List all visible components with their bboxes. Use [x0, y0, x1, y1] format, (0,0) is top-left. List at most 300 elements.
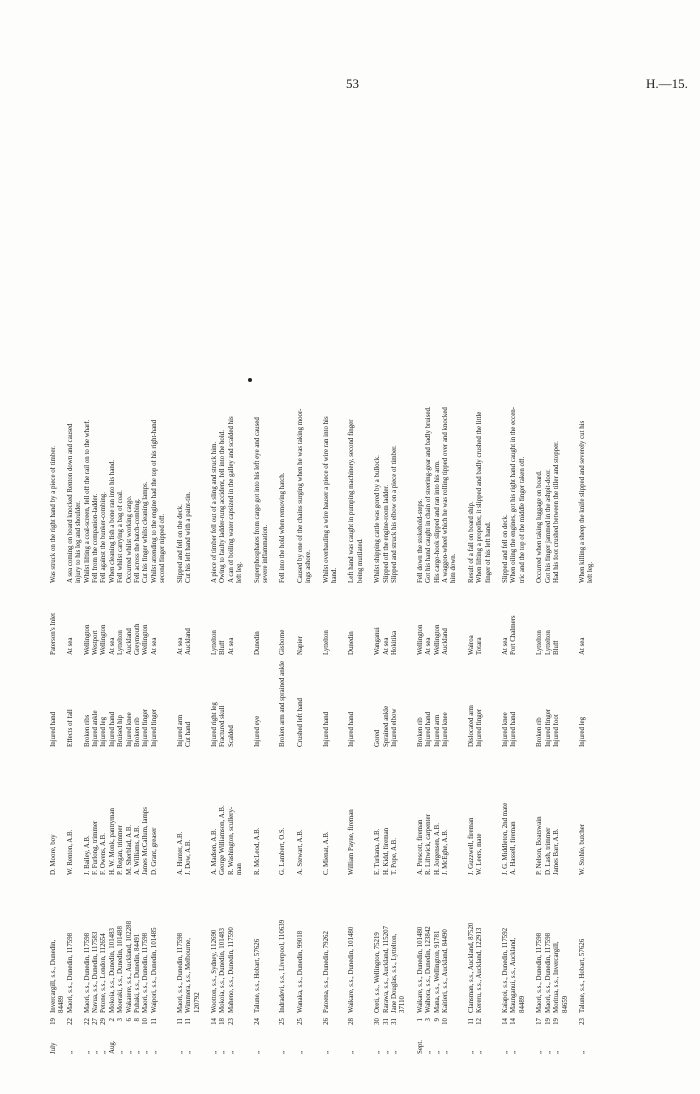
table-row: [485, 52, 493, 1054]
effect-cell: Occurred when taking luggage on board.: [536, 470, 544, 583]
month-cell: [519, 1032, 527, 1054]
day-cell: [485, 1013, 493, 1032]
month-cell: Aug.: [108, 1040, 116, 1054]
vessel-cell: Maori, s.s., Dunedin, 117598: [176, 932, 184, 1013]
vessel-cell: [75, 875, 83, 1013]
table-row: [100, 52, 108, 1054]
person-cell: C. Mienat, A.B.: [322, 831, 330, 875]
day-cell: 27: [92, 1018, 100, 1025]
person-cell: P. Nelson, Boatswain: [536, 816, 544, 875]
month-cell: „: [134, 1050, 142, 1054]
month-cell: [399, 1032, 407, 1054]
place-cell: Greymouth: [134, 623, 142, 655]
day-cell: 2: [108, 1018, 116, 1022]
person-cell: A. Hunter, A.B.: [176, 831, 184, 875]
vessel-cell: Maunganui, s.s., Auckland,: [510, 937, 518, 1013]
month-cell: „: [100, 1050, 108, 1054]
table-row: [570, 52, 587, 1054]
vessel-cell: Kereru, s.s., Auckland, 122913: [476, 927, 484, 1013]
place-cell: [305, 583, 313, 655]
day-cell: 18: [219, 1018, 227, 1025]
place-cell: Totara: [476, 637, 484, 655]
place-cell: [485, 583, 493, 655]
person-cell: [587, 747, 595, 875]
effect-cell: When killing a sheep the knife slipped and severely cut his: [578, 420, 586, 583]
effect-cell: Whilst attending to the engine had the top of his right-hand: [150, 419, 158, 583]
month-cell: July: [50, 1042, 57, 1054]
injury-cell: Broken arm and sprained ankle: [279, 660, 287, 747]
injury-cell: Injured finger: [544, 708, 552, 747]
place-cell: [236, 583, 244, 655]
ink-dot: [248, 378, 252, 382]
effect-cell: Occurred whilst working cargo.: [125, 495, 133, 583]
day-cell: [236, 1013, 244, 1032]
place-cell: Wellington: [433, 624, 441, 655]
person-cell: D. Grant, greaser: [150, 827, 158, 875]
day-cell: 29: [100, 1018, 108, 1025]
person-cell: [450, 747, 458, 875]
vessel-cell: Navua, s.s., Dunedin, 117583: [92, 931, 100, 1013]
vessel-cell: Wakatere, s.s., Auckland, 102288: [125, 920, 133, 1013]
day-cell: 31: [391, 1018, 398, 1025]
effect-cell: left leg.: [587, 561, 595, 583]
month-cell: „: [150, 1050, 158, 1054]
place-cell: [357, 583, 365, 655]
month-cell: [194, 1032, 202, 1054]
month-cell: „: [117, 1050, 125, 1054]
vessel-cell: 37110: [399, 996, 407, 1013]
place-cell: Wellington: [416, 624, 424, 655]
month-cell: [305, 1032, 313, 1054]
injury-cell: Cut hand: [185, 721, 193, 747]
day-cell: 23: [227, 1018, 235, 1025]
month-cell: „: [476, 1050, 484, 1054]
vessel-cell: Clansman, s.s., Auckland, 87520: [467, 922, 475, 1013]
day-cell: 11: [150, 1018, 158, 1025]
table-row: [134, 52, 142, 1054]
month-cell: „: [348, 1050, 356, 1054]
month-cell: „: [219, 1050, 227, 1054]
person-cell: A. Williams, A.B.: [134, 825, 142, 875]
vessel-cell: Mokoia, s.s., Dunedin, 101483: [108, 928, 116, 1013]
vessel-cell: Maori, s.s., Dunedin, 117598: [544, 932, 552, 1013]
vessel-cell: [262, 875, 270, 1013]
table-row: [219, 52, 227, 1054]
month-cell: [587, 1032, 595, 1054]
table-row: [493, 52, 510, 1054]
vessel-cell: 84489: [518, 995, 526, 1013]
day-cell: 6: [125, 1018, 133, 1022]
injury-cell: Injured ankle: [92, 710, 100, 747]
effect-cell: Slipped off the engine-room ladder.: [382, 484, 390, 583]
effect-cell: Fell across the hatch-combing.: [134, 498, 142, 583]
month-cell: „: [442, 1050, 450, 1054]
day-cell: [75, 1013, 83, 1032]
table-row: [434, 52, 442, 1054]
effect-cell: being mutilated.: [356, 538, 364, 583]
month-cell: „: [83, 1050, 91, 1054]
place-cell: Wellington: [83, 624, 91, 655]
month-cell: [562, 1032, 570, 1054]
effect-cell: Fell into the hold when removing hatch.: [279, 472, 287, 583]
place-cell: [587, 583, 595, 655]
vessel-cell: Maori, s.s., Dunedin, 117598: [66, 932, 74, 1013]
effect-cell: Caused by one of the chains surging when he was taking moor-: [296, 408, 304, 583]
effect-cell: Superphosphates from cargo got into his left eye and caused: [253, 417, 261, 583]
place-cell: Wellington: [100, 624, 108, 655]
table-row: [562, 52, 570, 1054]
vessel-cell: Maheno, s.s., Dunedin, 117590: [227, 927, 235, 1013]
injury-cell: [399, 655, 407, 747]
injury-cell: Injured hand: [50, 711, 57, 747]
day-cell: [562, 1013, 570, 1032]
table-row: [142, 52, 150, 1054]
place-cell: At sea: [66, 637, 74, 655]
table-row: [450, 52, 458, 1054]
injury-cell: Injured arm: [433, 714, 441, 747]
vessel-cell: Kaiapoi, s.s., Dunedin, 117592: [502, 927, 510, 1013]
place-cell: At sea: [502, 637, 510, 655]
page-number: 53: [346, 76, 359, 91]
day-cell: 26: [322, 1018, 330, 1025]
place-cell: [159, 583, 167, 655]
effect-cell: Result of a fall on board ship.: [467, 501, 475, 583]
person-cell: A. Madsen, A.B.: [210, 828, 218, 875]
day-cell: [450, 1013, 458, 1032]
table-row: [270, 52, 287, 1054]
table-row: [442, 52, 450, 1054]
person-cell: F. Furlong, trimmer: [92, 820, 100, 875]
month-cell: „: [502, 1050, 510, 1054]
table-row: [236, 52, 244, 1054]
place-cell: At sea: [382, 637, 390, 655]
day-cell: 1: [416, 1018, 424, 1022]
place-cell: Lyttelton: [210, 630, 218, 655]
injury-cell: [58, 655, 66, 747]
month-cell: „: [185, 1050, 193, 1054]
place-cell: [562, 583, 570, 655]
effect-cell: him down.: [450, 553, 458, 583]
vessel-cell: Jane Douglas, s.s., Lyttelton,: [391, 933, 398, 1013]
vessel-cell: Patoena, s.s., Dunedin, 79262: [322, 931, 330, 1013]
effect-cell: A piece of timber fell out of a sling and struck him.: [210, 441, 218, 583]
day-cell: 9: [433, 1018, 441, 1022]
month-cell: „: [510, 1050, 518, 1054]
person-cell: James Barr, A.B.: [553, 828, 561, 875]
person-cell: [262, 747, 270, 875]
place-cell: Wellington: [142, 624, 150, 655]
person-cell: G. Lambert, O.S.: [279, 827, 287, 875]
day-cell: [587, 1013, 595, 1032]
injury-cell: Dislocated arm: [467, 705, 475, 747]
injury-cell: Injured foot: [553, 714, 561, 747]
injury-cell: Broken rib: [416, 717, 424, 747]
month-cell: „: [578, 1050, 586, 1054]
vessel-cell: Waikare, s.s., Dunedin, 101480: [348, 926, 356, 1013]
vessel-cell: [357, 875, 365, 1013]
injury-cell: Injured hand: [108, 711, 116, 747]
place-cell: Auckland: [185, 628, 193, 655]
person-cell: [331, 747, 339, 875]
injury-cell: Injured elbow: [391, 708, 398, 747]
injury-cell: [357, 655, 365, 747]
table-row: [109, 52, 117, 1054]
injury-cell: [587, 655, 595, 747]
person-cell: J. Dow, A.B.: [185, 839, 193, 875]
effect-cell: Slipped and struck his elbow on a piece of timber.: [391, 445, 398, 583]
injury-cell: Injured right leg: [210, 702, 218, 747]
injury-cell: [450, 655, 458, 747]
injury-cell: [194, 655, 202, 747]
place-cell: Lyttelton: [536, 630, 544, 655]
effect-cell: hand.: [330, 567, 338, 583]
person-cell: W. Renton, A.B.: [66, 829, 74, 875]
injury-cell: [305, 655, 313, 747]
month-cell: „: [433, 1050, 441, 1054]
effect-cell: A waggon-wheel which he was rolling tipped over and knocked: [442, 407, 450, 583]
table-row: [50, 52, 58, 1054]
person-cell: James McCallum, lamps: [142, 807, 150, 875]
table-row: [92, 52, 100, 1054]
vessel-cell: Petone, s.s., London, 112654: [100, 933, 108, 1013]
person-cell: E. Turkana, A.B.: [374, 828, 382, 875]
month-cell: „: [391, 1050, 398, 1054]
day-cell: 22: [66, 1018, 74, 1025]
month-cell: „: [279, 1050, 287, 1054]
month-cell: [58, 1032, 66, 1054]
injury-cell: Injured leg: [100, 716, 108, 747]
person-cell: [399, 747, 407, 875]
table-row: [553, 52, 561, 1054]
injury-cell: Injured finger: [142, 708, 150, 747]
injury-cell: Injured hand: [510, 711, 518, 747]
place-cell: [519, 583, 527, 655]
day-cell: [519, 1013, 527, 1032]
place-cell: At sea: [227, 637, 235, 655]
person-cell: H. Kidd, fireman: [382, 827, 390, 875]
effect-cell: [399, 52, 407, 583]
place-cell: Wanganui: [374, 627, 382, 655]
effect-cell: A sea coming on board knocked Renton down and caused: [66, 423, 74, 583]
injury-cell: Sprained ankle: [382, 705, 390, 747]
person-cell: A. Stewart, A.B.: [296, 829, 304, 875]
effect-cell: Owing to faulty ladder-rung accident, fell into the hold.: [219, 430, 227, 583]
vessel-cell: [331, 875, 339, 1013]
injury-cell: Injured knee: [442, 712, 450, 747]
vessel-cell: Talune, s.s., Hobart, 57626: [578, 938, 586, 1013]
effect-cell: When oiling the engines, got his right hand caught in the eccen-: [510, 406, 518, 583]
month-cell: „: [467, 1050, 475, 1054]
injury-cell: [159, 655, 167, 747]
month-cell: „: [253, 1050, 261, 1054]
injury-cell: Effects of fall: [66, 709, 74, 747]
month-cell: [159, 1032, 167, 1054]
injury-cell: Broken rib: [134, 717, 142, 747]
effect-cell: Got his hand caught in chain of steering-gear and badly bruised.: [425, 406, 433, 583]
table-row: [383, 52, 391, 1054]
day-cell: 11: [176, 1018, 184, 1025]
place-cell: Bluff: [553, 640, 561, 655]
person-cell: [75, 747, 83, 875]
table-row: [476, 52, 484, 1054]
month-cell: „: [536, 1050, 544, 1054]
day-cell: 10: [442, 1018, 450, 1025]
effect-cell: Slipped and fell on the deck.: [176, 504, 184, 583]
day-cell: 25: [296, 1018, 304, 1025]
month-cell: „: [125, 1050, 133, 1054]
table-row: [425, 52, 433, 1054]
injury-cell: Injured leg: [578, 716, 586, 747]
day-cell: 12: [476, 1018, 484, 1025]
place-cell: Paterson's Inlet: [50, 612, 57, 655]
effect-cell: left leg.: [236, 561, 244, 583]
day-cell: 23: [578, 1018, 586, 1025]
effect-cell: Was struck on the right hand by a piece of timber.: [50, 445, 57, 583]
accident-table-body: [50, 52, 596, 1054]
vessel-cell: [587, 875, 595, 1013]
place-cell: Auckland: [125, 628, 133, 655]
table-row: [365, 52, 382, 1054]
month-cell: [262, 1032, 270, 1054]
vessel-cell: Oreti, s.s., Wellington, 75219: [374, 932, 382, 1013]
month-cell: [75, 1032, 83, 1054]
effect-cell: second finger nipped off.: [159, 513, 167, 583]
table-row: [75, 52, 83, 1054]
month-cell: „: [322, 1050, 330, 1054]
place-cell: Dunedin: [253, 631, 261, 655]
day-cell: [399, 1013, 407, 1032]
injury-cell: Crushed left hand: [296, 698, 304, 747]
table-row: [510, 52, 518, 1054]
month-cell: „: [176, 1050, 184, 1054]
injury-cell: Broken ribs: [83, 714, 91, 747]
vessel-cell: Waipori, s.s., Dunedin, 101485: [150, 927, 158, 1013]
place-cell: At sea: [425, 637, 433, 655]
day-cell: 19: [50, 1018, 57, 1025]
effect-cell: A can of boiling water capsized in the galley and scalded his: [227, 416, 235, 583]
person-cell: J. G. Middleton, 2nd mate: [502, 802, 510, 875]
effect-cell: [194, 52, 202, 583]
table-row: [159, 52, 167, 1054]
place-cell: At sea: [578, 637, 586, 655]
table-row: [151, 52, 159, 1054]
place-cell: Wairoa: [467, 635, 475, 655]
accident-table: [50, 52, 596, 1054]
month-cell: „: [544, 1050, 552, 1054]
table-row: [288, 52, 305, 1054]
day-cell: [331, 1013, 339, 1032]
vessel-cell: Wimmera, s.s., Melbourne,: [185, 938, 193, 1013]
vessel-cell: [485, 875, 493, 1013]
day-cell: [58, 1013, 66, 1032]
day-cell: [159, 1013, 167, 1032]
vessel-cell: Mana, s.s., Wellington, 91781: [433, 930, 441, 1013]
day-cell: [357, 1013, 365, 1032]
effect-cell: injury to his leg and shoulder.: [75, 501, 83, 583]
vessel-cell: 84489: [58, 995, 66, 1013]
day-cell: 31: [382, 1018, 390, 1025]
month-cell: „: [425, 1050, 433, 1054]
person-cell: man: [236, 863, 244, 875]
day-cell: [194, 1013, 202, 1032]
effect-cell: [562, 52, 570, 583]
table-row: [519, 52, 527, 1054]
month-cell: „: [142, 1050, 150, 1054]
day-cell: 19: [544, 1018, 552, 1025]
injury-cell: Injured hand: [425, 711, 433, 747]
effect-cell: Whilst overhauling a wire hauser a piece of wire ran into his: [322, 416, 330, 583]
injury-cell: Injured finger: [150, 708, 158, 747]
person-cell: J. Bailey, A.B.: [83, 835, 91, 875]
month-cell: „: [374, 1050, 382, 1054]
place-cell: Napier: [296, 636, 304, 655]
place-cell: [450, 583, 458, 655]
table-row: [391, 52, 399, 1054]
day-cell: 3: [117, 1018, 125, 1022]
injury-cell: [236, 655, 244, 747]
person-cell: M. Sherblad, A.B.: [125, 824, 133, 875]
vessel-cell: Talune, s.s., Hobart, 57626: [253, 938, 261, 1013]
table-row: [245, 52, 262, 1054]
table-row: [331, 52, 339, 1054]
person-cell: H. Jorgensen, A.B.: [433, 823, 441, 875]
vessel-cell: Waikare, s.s., Dunedin, 101480: [416, 926, 424, 1013]
vessel-cell: 120792: [193, 992, 201, 1013]
place-cell: Port Chalmers: [510, 615, 518, 655]
person-cell: H. W. Monk, pantryman: [108, 808, 116, 875]
effect-cell: When cleaning fish a bone ran into his hand.: [108, 459, 116, 583]
person-cell: W. Leers, mate: [476, 833, 484, 875]
vessel-cell: Wanaka, s.s., Dunedin, 99018: [296, 930, 304, 1013]
table-row: [262, 52, 270, 1054]
table-row: [185, 52, 193, 1054]
person-cell: D. Lash, trimmer: [544, 827, 552, 875]
vessel-cell: Mokoia, s.s., Dunedin, 101483: [219, 928, 227, 1013]
month-cell: „: [210, 1050, 218, 1054]
injury-cell: Injured arm: [176, 714, 184, 747]
table-row: [587, 52, 595, 1054]
effect-cell: Fell whilst carrying a bag of coal.: [117, 490, 125, 583]
place-cell: Auckland: [442, 628, 450, 655]
injury-cell: Injured hand: [322, 711, 330, 747]
day-cell: 19: [553, 1018, 561, 1025]
day-cell: 14: [510, 1018, 518, 1025]
vessel-cell: [236, 875, 244, 1013]
day-cell: 22: [83, 1018, 91, 1025]
injury-cell: [485, 655, 493, 747]
table-row: [228, 52, 236, 1054]
place-cell: Westport: [92, 630, 100, 655]
person-cell: J. Guzzwell, fireman: [467, 817, 475, 875]
table-row: [202, 52, 219, 1054]
person-cell: William Payne, fireman: [348, 809, 356, 875]
place-cell: Hokitika: [391, 630, 398, 655]
effect-cell: finger of his left hand.: [484, 521, 492, 583]
place-cell: At sea: [108, 637, 116, 655]
table-row: [545, 52, 553, 1054]
vessel-cell: Invercargill, s.s., Dunedin,: [50, 939, 57, 1013]
place-cell: [75, 583, 83, 655]
place-cell: [262, 583, 270, 655]
injury-cell: Injured knee: [502, 712, 510, 747]
effect-cell: His cargo-hook slipped and ran into his arm.: [433, 460, 441, 583]
person-cell: [58, 747, 66, 875]
effect-cell: Left hand was caught in pumping machinery, second finger: [348, 419, 356, 583]
table-row: [408, 52, 425, 1054]
day-cell: 3: [425, 1018, 433, 1022]
table-row: [357, 52, 365, 1054]
day-cell: 11: [467, 1018, 475, 1025]
